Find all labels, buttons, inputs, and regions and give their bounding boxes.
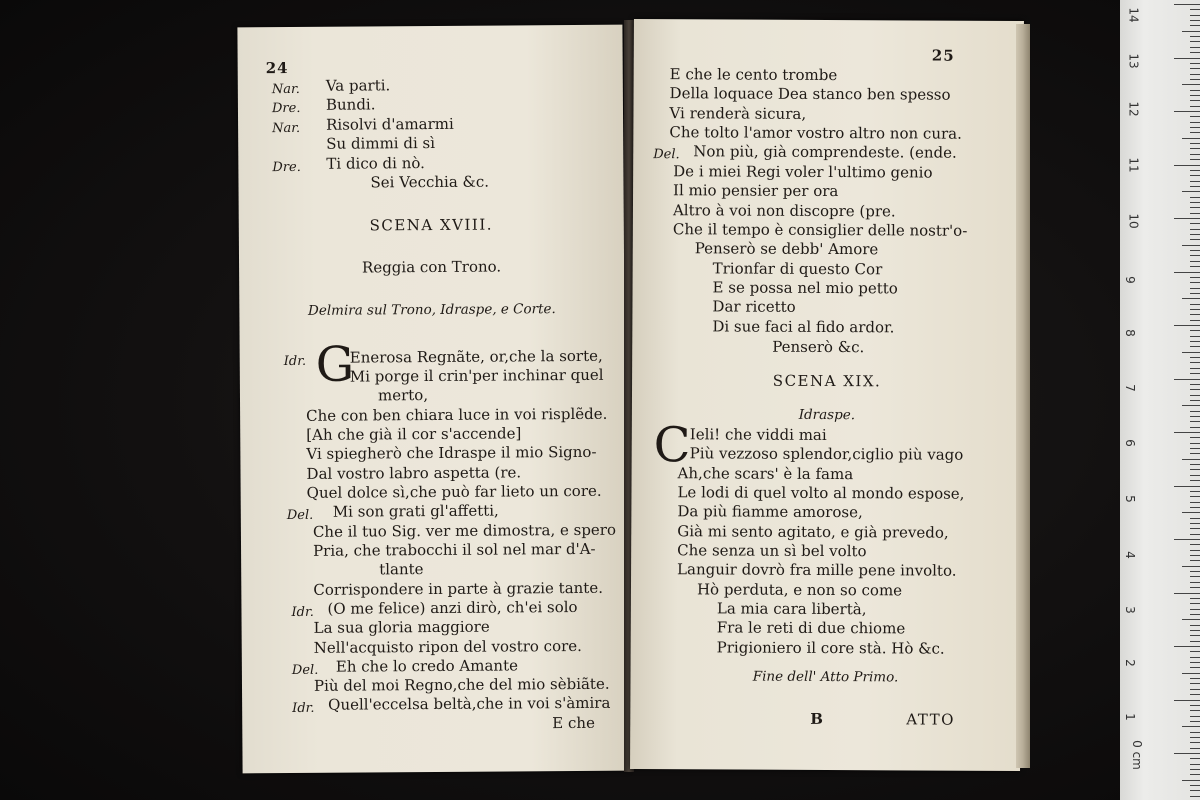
verse-line: Altro à voi non discopre (pre. [672, 201, 896, 221]
ruler-tick [1190, 341, 1200, 342]
verse-line: Ti dico di nò. [326, 154, 425, 173]
verse-line: Languir dovrò fra mille pene involto. [677, 560, 957, 580]
ruler-tick [1190, 229, 1200, 230]
right-page [630, 19, 1024, 771]
ruler-tick [1190, 288, 1200, 289]
ruler-tick [1190, 544, 1200, 545]
ruler-tick [1174, 272, 1200, 273]
ruler-tick [1190, 373, 1200, 374]
drop-cap: C [653, 417, 691, 474]
verse-line: E che le cento trombe [669, 65, 838, 85]
ruler-tick [1190, 68, 1200, 69]
scene-setting: Reggia con Trono. [361, 257, 502, 277]
verse-line: Più vezzoso splendor,ciglio più vago [689, 444, 964, 464]
ruler-tick [1190, 368, 1200, 369]
verse-line: Dal vostro labro aspetta (re. [306, 463, 522, 483]
verse-line: Vi renderà sicura, [669, 104, 807, 123]
ruler-tick [1190, 261, 1200, 262]
ruler-tick [1190, 47, 1200, 48]
ruler-tick [1190, 732, 1200, 733]
ruler-tick [1190, 453, 1200, 454]
ruler-tick [1182, 405, 1200, 406]
verse-line: Che il tempo è consiglier delle nostr'o- [672, 220, 968, 240]
ruler-number: 9 [1122, 276, 1137, 284]
ruler-tick [1190, 678, 1200, 679]
verse-line: Enerosa Regnãte, or,che la sorte, [349, 346, 603, 367]
ruler-tick [1174, 325, 1200, 326]
ruler-tick [1190, 518, 1200, 519]
ruler-tick [1190, 207, 1200, 208]
scene-title: SCENA XVIII. [369, 215, 494, 235]
ruler-tick [1190, 79, 1200, 80]
verse-line: Che senza un sì bel volto [677, 541, 867, 561]
ruler-tick [1190, 742, 1200, 743]
ruler-tick [1182, 352, 1200, 353]
ruler-tick [1190, 15, 1200, 16]
ruler-tick [1190, 523, 1200, 524]
ruler-tick [1190, 384, 1200, 385]
ruler-tick [1174, 58, 1200, 59]
ruler-tick [1190, 330, 1200, 331]
left-page [237, 25, 627, 774]
ruler-tick [1190, 170, 1200, 171]
signature-mark: B [810, 709, 824, 728]
verse-line: Bundi. [325, 95, 376, 114]
catchword: E che [552, 713, 595, 733]
ruler-tick [1174, 111, 1200, 112]
ruler-tick [1190, 555, 1200, 556]
ruler-tick [1190, 127, 1200, 128]
ruler-tick [1190, 491, 1200, 492]
drop-cap: G [315, 336, 355, 393]
ruler-number: 2 [1122, 659, 1137, 667]
verse-line: Le lodi di quel volto al mondo espose, [677, 483, 965, 503]
speaker-label: Idr. [291, 604, 314, 620]
ruler-tick [1182, 245, 1200, 246]
ruler-tick [1182, 512, 1200, 513]
ruler-tick [1190, 534, 1200, 535]
ruler-tick [1182, 138, 1200, 139]
verse-line: De i miei Regi voler l'ultimo genio [673, 162, 933, 182]
scene-characters: Delmira sul Trono, Idraspe, e Corte. [307, 301, 556, 319]
speaker-label: Del. [286, 507, 314, 524]
ruler-tick [1190, 651, 1200, 652]
ruler-tick [1190, 587, 1200, 588]
left-page-number: 24 [265, 58, 289, 78]
ruler-tick [1190, 116, 1200, 117]
verse-line: Il mio pensier per ora [673, 181, 839, 201]
ruler-tick [1190, 689, 1200, 690]
verse-line: Vi spiegherò che Idraspe il mio Signo- [306, 442, 597, 463]
ruler-tick [1190, 309, 1200, 310]
ruler-tick [1190, 609, 1200, 610]
ruler-tick [1190, 239, 1200, 240]
ruler-tick [1182, 619, 1200, 620]
catchword: ATTO [906, 710, 955, 729]
ruler-tick [1190, 25, 1200, 26]
ruler-tick [1190, 122, 1200, 123]
ruler-tick [1174, 218, 1200, 219]
verse-line: Che con ben chiara luce in voi risplẽde. [306, 404, 608, 425]
ruler-tick [1190, 213, 1200, 214]
ruler-tick [1190, 550, 1200, 551]
verse-line: Penserò &c. [772, 337, 865, 357]
ruler-tick [1190, 106, 1200, 107]
ruler-tick [1190, 657, 1200, 658]
ruler-tick [1190, 571, 1200, 572]
verse-line: tlante [379, 560, 424, 579]
ruler-tick [1190, 496, 1200, 497]
act-end-note: Fine dell' Atto Primo. [752, 668, 899, 686]
ruler-tick [1190, 710, 1200, 711]
ruler-number: 6 [1122, 439, 1137, 447]
ruler-tick [1182, 298, 1200, 299]
speaker-label: Del. [291, 662, 319, 678]
ruler-tick [1182, 673, 1200, 674]
ruler-tick [1174, 539, 1200, 540]
ruler-tick [1190, 769, 1200, 770]
ruler-tick [1190, 774, 1200, 775]
ruler-tick [1190, 582, 1200, 583]
speaker-label: Nar. [271, 81, 300, 98]
verse-line: Della loquace Dea stanco ben spesso [669, 84, 951, 104]
ruler-tick [1190, 90, 1200, 91]
verse-line: Nell'acquisto ripon del vostro core. [313, 636, 582, 657]
ruler-tick [1190, 416, 1200, 417]
ruler-tick [1190, 304, 1200, 305]
verse-line: Eh che lo credo Amante [335, 656, 519, 676]
verse-line: Trionfar di questo Cor [712, 259, 883, 279]
ruler-tick [1190, 357, 1200, 358]
ruler-number: 3 [1122, 606, 1137, 614]
ruler-tick [1190, 197, 1200, 198]
verse-line: Ah,che scars' è la fama [677, 464, 854, 484]
ruler-tick [1190, 314, 1200, 315]
ruler-tick [1190, 411, 1200, 412]
ruler-tick [1190, 528, 1200, 529]
ruler-tick [1174, 165, 1200, 166]
ruler-tick [1182, 780, 1200, 781]
ruler-tick [1190, 36, 1200, 37]
ruler-number: 10 [1126, 213, 1141, 229]
verse-line: Penserò se debb' Amore [694, 239, 879, 259]
ruler-tick [1182, 84, 1200, 85]
ruler-tick [1190, 336, 1200, 337]
verse-line: Pria, che trabocchi il sol nel mar d'A- [312, 539, 596, 560]
ruler-tick [1190, 683, 1200, 684]
verse-line: [Ah che già il cor s'accende] [306, 424, 522, 444]
verse-line: Quel dolce sì,che può far lieto un core. [306, 481, 602, 502]
ruler-tick [1190, 716, 1200, 717]
ruler-tick [1190, 255, 1200, 256]
scene-title: SCENA XIX. [772, 371, 882, 391]
ruler-tick [1174, 593, 1200, 594]
ruler-tick [1190, 250, 1200, 251]
verse-line: Più del moi Regno,che del mio sèbiãte. [313, 674, 610, 695]
ruler-tick [1190, 293, 1200, 294]
ruler-tick [1190, 598, 1200, 599]
ruler-tick [1190, 282, 1200, 283]
verse-line: La mia cara libertà, [716, 599, 867, 619]
ruler-tick [1190, 266, 1200, 267]
verse-line: Che tolto l'amor vostro altro non cura. [669, 123, 962, 143]
ruler-tick [1190, 694, 1200, 695]
ruler-tick [1190, 389, 1200, 390]
verse-line: Mi porge il crin'per inchinar quel [349, 365, 604, 386]
ruler-tick [1190, 234, 1200, 235]
ruler-tick [1190, 437, 1200, 438]
speaker-label: Nar. [272, 120, 301, 137]
ruler-tick [1190, 667, 1200, 668]
speaker-label: Dre. [271, 100, 301, 117]
ruler-tick [1190, 400, 1200, 401]
ruler-tick [1190, 630, 1200, 631]
ruler-tick [1190, 186, 1200, 187]
ruler-tick [1190, 181, 1200, 182]
ruler-number: 11 [1126, 157, 1141, 173]
ruler-tick [1190, 154, 1200, 155]
ruler-tick [1190, 95, 1200, 96]
ruler-tick [1190, 635, 1200, 636]
ruler-tick [1182, 459, 1200, 460]
ruler-number: 7 [1122, 384, 1137, 392]
ruler-tick [1190, 502, 1200, 503]
right-page-number: 25 [931, 46, 955, 65]
speaker-label: Idr. [292, 700, 315, 716]
verse-line: Sei Vecchia &c. [370, 172, 490, 192]
ruler-tick [1190, 790, 1200, 791]
ruler-tick [1182, 191, 1200, 192]
ruler-tick [1190, 346, 1200, 347]
ruler-tick [1190, 737, 1200, 738]
ruler-tick [1174, 4, 1200, 5]
ruler-tick [1190, 464, 1200, 465]
ruler-tick [1190, 202, 1200, 203]
ruler-number: 12 [1126, 101, 1141, 117]
scene-characters: Idraspe. [798, 406, 856, 424]
speaker-label: Idr. [283, 353, 307, 370]
verse-line: Non più, già comprendeste. (ende. [693, 142, 957, 162]
ruler-tick [1190, 223, 1200, 224]
ruler-tick [1190, 362, 1200, 363]
ruler-tick [1190, 443, 1200, 444]
ruler-tick [1190, 63, 1200, 64]
ruler-tick [1190, 748, 1200, 749]
ruler-tick [1190, 148, 1200, 149]
ruler-tick [1174, 432, 1200, 433]
ruler-tick [1190, 721, 1200, 722]
verse-line: Fra le reti di due chiome [716, 618, 906, 638]
ruler-tick [1190, 796, 1200, 797]
ruler-number: 4 [1122, 551, 1137, 559]
verse-line: Va parti. [325, 76, 391, 95]
verse-line: Hò perduta, e non so come [696, 580, 903, 600]
verse-line: Mi son grati gl'affetti, [332, 501, 499, 521]
verse-line: Che il tuo Sig. ver me dimostra, e spero [312, 520, 617, 541]
ruler-tick [1190, 143, 1200, 144]
speaker-label: Del. [653, 147, 680, 163]
verse-line: merto, [377, 386, 429, 405]
ruler-tick [1190, 560, 1200, 561]
ruler-tick [1190, 159, 1200, 160]
ruler-tick [1190, 758, 1200, 759]
verse-line: Dar ricetto [712, 297, 796, 316]
measuring-ruler [1120, 0, 1200, 800]
ruler-tick [1190, 480, 1200, 481]
ruler-tick [1190, 448, 1200, 449]
ruler-tick [1190, 662, 1200, 663]
verse-line: Quell'eccelsa beltà,che in voi s'àmira [328, 693, 611, 714]
ruler-tick [1190, 764, 1200, 765]
ruler-tick [1190, 175, 1200, 176]
ruler-tick [1182, 566, 1200, 567]
ruler-number: 8 [1122, 329, 1137, 337]
ruler-tick [1190, 576, 1200, 577]
speaker-label: Dre. [272, 159, 301, 176]
ruler-tick [1190, 395, 1200, 396]
ruler-number: 14 [1126, 7, 1141, 23]
ruler-tick [1190, 320, 1200, 321]
verse-line: Di sue faci al fido ardor. [712, 317, 895, 337]
verse-line: Ieli! che viddi mai [689, 425, 827, 444]
ruler-tick [1182, 31, 1200, 32]
ruler-tick [1190, 641, 1200, 642]
ruler-tick [1190, 52, 1200, 53]
ruler-tick [1190, 41, 1200, 42]
ruler-tick [1190, 20, 1200, 21]
ruler-tick [1190, 132, 1200, 133]
ruler-tick [1190, 421, 1200, 422]
ruler-unit: 0 cm [1129, 740, 1144, 770]
ruler-tick [1174, 753, 1200, 754]
ruler-tick [1174, 700, 1200, 701]
ruler-tick [1174, 379, 1200, 380]
ruler-tick [1190, 74, 1200, 75]
verse-line: Prigioniero il core stà. Hò &c. [716, 638, 945, 658]
verse-line: Corrispondere in parte à grazie tante. [313, 578, 604, 599]
ruler-tick [1182, 726, 1200, 727]
ruler-number: 1 [1122, 713, 1137, 721]
verse-line: Già mi sento agitato, e già prevedo, [677, 522, 949, 542]
verse-line: Risolvi d'amarmi [326, 114, 454, 134]
ruler-tick [1174, 486, 1200, 487]
ruler-tick [1190, 507, 1200, 508]
verse-line: E se possa nel mio petto [712, 278, 898, 298]
verse-line: La sua gloria maggiore [313, 617, 490, 637]
ruler-tick [1190, 625, 1200, 626]
verse-line: Da più fiamme amorose, [677, 502, 863, 522]
ruler-tick [1190, 277, 1200, 278]
ruler-tick [1190, 705, 1200, 706]
ruler-tick [1174, 646, 1200, 647]
ruler-tick [1190, 614, 1200, 615]
ruler-tick [1190, 475, 1200, 476]
ruler-number: 13 [1126, 53, 1141, 69]
ruler-tick [1190, 427, 1200, 428]
ruler-tick [1190, 785, 1200, 786]
verse-line: (O me felice) anzi dirò, ch'ei solo [327, 597, 578, 618]
ruler-tick [1190, 9, 1200, 10]
ruler-tick [1190, 100, 1200, 101]
ruler-tick [1190, 603, 1200, 604]
verse-line: Su dimmi di sì [326, 133, 436, 153]
ruler-tick [1190, 469, 1200, 470]
ruler-number: 5 [1122, 495, 1137, 503]
page-edge [1016, 24, 1030, 768]
